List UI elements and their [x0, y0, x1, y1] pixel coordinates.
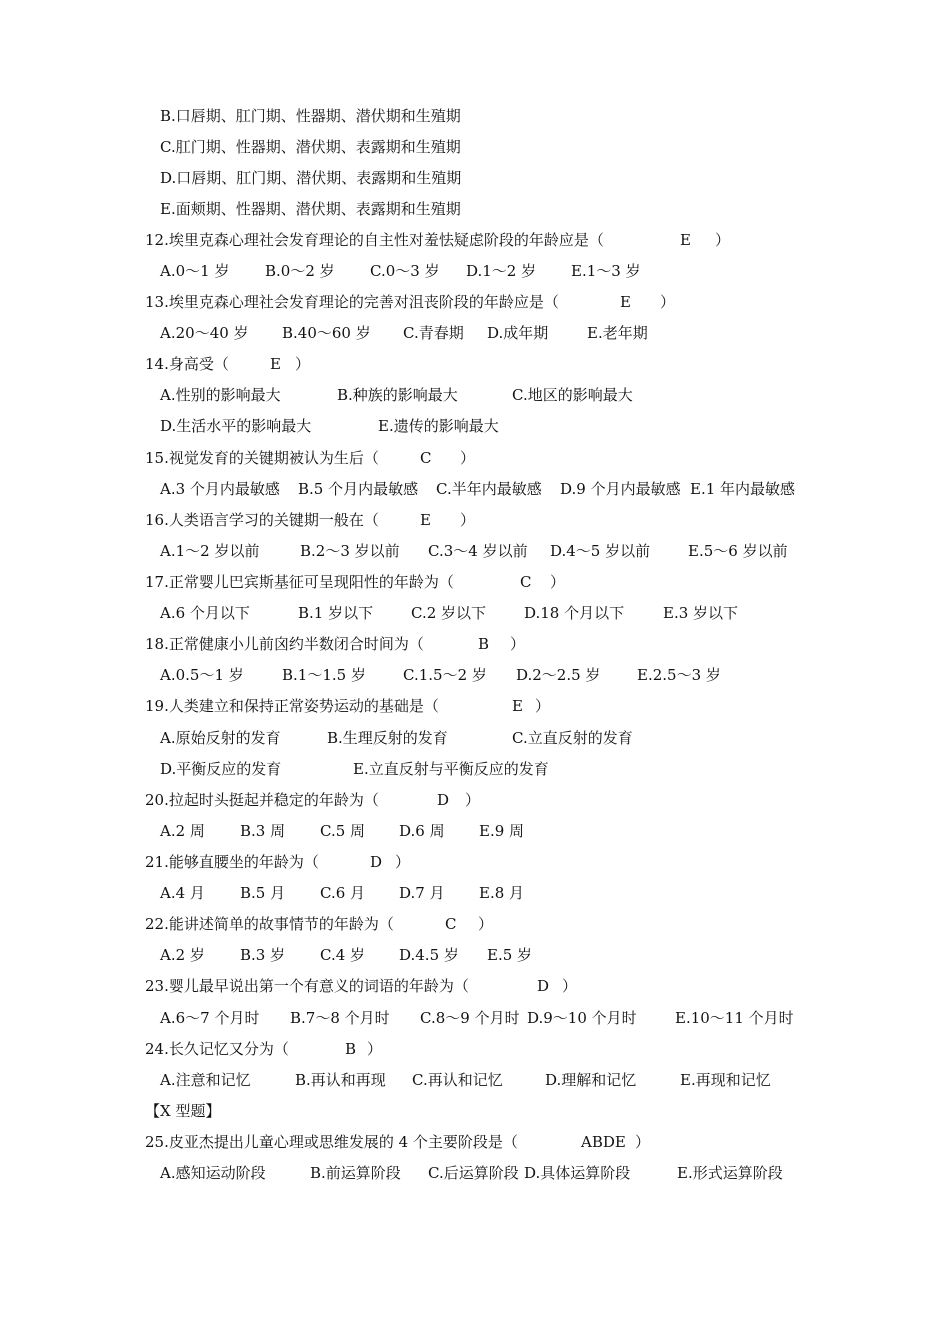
answer-close: ）	[635, 1133, 651, 1151]
question-25	[145, 1130, 651, 1154]
option-c: C.0～3 岁	[370, 262, 440, 280]
option-b: B.0～2 岁	[265, 262, 335, 280]
option-b: B.1 岁以下	[298, 604, 374, 622]
answer: ABDE	[581, 1133, 626, 1151]
option-c: C.青春期	[403, 324, 464, 342]
option-c: C.5 周	[320, 822, 366, 840]
answer-close: ）	[535, 697, 551, 715]
question-stem: 18.正常健康小儿前囟约半数闭合时间为（	[145, 635, 424, 653]
q24-options	[160, 1068, 771, 1092]
option-a: A.0.5～1 岁	[160, 666, 244, 684]
answer: E	[680, 231, 691, 249]
answer: D	[537, 977, 550, 995]
question-13	[145, 290, 676, 314]
option-d: D.理解和记忆	[545, 1071, 637, 1089]
q17-options	[160, 601, 739, 625]
option-d: D.具体运算阶段	[524, 1164, 631, 1182]
option-d: D.生活水平的影响最大	[160, 417, 312, 435]
q11-option-e: E.面颊期、性器期、潜伏期、表露期和生殖期	[160, 200, 461, 218]
answer-close: ）	[715, 231, 731, 249]
option-e: E.1～3 岁	[571, 262, 641, 280]
option-c: C.半年内最敏感	[436, 480, 542, 498]
answer: D	[437, 791, 450, 809]
option-d: D.4～5 岁以前	[550, 542, 651, 560]
option-a: A.20～40 岁	[160, 324, 249, 342]
q25-options	[160, 1161, 783, 1185]
option-c: C.2 岁以下	[411, 604, 487, 622]
q12-options	[160, 259, 641, 283]
option-b: B.3 岁	[240, 946, 286, 964]
option-b: B.5 月	[240, 884, 286, 902]
q19-options-row2	[160, 757, 549, 781]
q11-option-c: C.肛门期、性器期、潜伏期、表露期和生殖期	[160, 138, 461, 156]
option-b: B.前运算阶段	[310, 1164, 401, 1182]
option-a: A.0～1 岁	[160, 262, 230, 280]
option-a: A.3 个月内最敏感	[160, 480, 280, 498]
answer: C	[445, 915, 457, 933]
option-a: A.原始反射的发育	[160, 729, 281, 747]
option-d: D.9～10 个月时	[527, 1009, 637, 1027]
answer-close: ）	[562, 977, 578, 995]
option-e: E.2.5～3 岁	[637, 666, 721, 684]
option-a: A.1～2 岁以前	[160, 542, 260, 560]
q14-options-row2	[160, 414, 499, 438]
q16-options	[160, 539, 788, 563]
q19-options-row1	[160, 726, 633, 750]
question-stem: 14.身高受（	[145, 355, 229, 373]
option-b: B.种族的影响最大	[337, 386, 458, 404]
option-b: B.7～8 个月时	[290, 1009, 390, 1027]
q11-option-d: D.口唇期、肛门期、潜伏期、表露期和生殖期	[160, 169, 462, 187]
answer-close: ）	[460, 511, 476, 529]
question-stem: 22.能讲述简单的故事情节的年龄为（	[145, 915, 394, 933]
option-c: C.地区的影响最大	[512, 386, 633, 404]
option-d: D.2～2.5 岁	[516, 666, 601, 684]
answer: B	[478, 635, 490, 653]
q22-options	[160, 943, 533, 967]
question-stem: 12.埃里克森心理社会发育理论的自主性对羞怯疑虑阶段的年龄应是（	[145, 231, 604, 249]
answer: E	[620, 293, 631, 311]
option-e: E.5 岁	[487, 946, 533, 964]
question-22	[145, 912, 494, 936]
option-e: E.9 周	[479, 822, 525, 840]
option-b: B.1～1.5 岁	[282, 666, 366, 684]
question-stem: 25.皮亚杰提出儿童心理或思维发展的 4 个主要阶段是（	[145, 1133, 518, 1151]
option-e: E.5～6 岁以前	[688, 542, 788, 560]
question-15	[145, 446, 476, 470]
answer-close: ）	[295, 355, 311, 373]
q13-options	[160, 321, 648, 345]
option-b: B.3 周	[240, 822, 286, 840]
section-header-x-type: 【X 型题】	[145, 1102, 221, 1120]
question-stem: 16.人类语言学习的关键期一般在（	[145, 511, 379, 529]
question-18	[145, 632, 526, 656]
question-23	[145, 974, 578, 998]
option-d: D.18 个月以下	[524, 604, 625, 622]
answer: E	[270, 355, 281, 373]
answer: B	[345, 1040, 357, 1058]
question-16	[145, 508, 476, 532]
option-d: D.成年期	[487, 324, 549, 342]
question-stem: 13.埃里克森心理社会发育理论的完善对沮丧阶段的年龄应是（	[145, 293, 559, 311]
option-e: E.10～11 个月时	[675, 1009, 794, 1027]
option-b: B.生理反射的发育	[327, 729, 448, 747]
option-c: C.后运算阶段	[428, 1164, 519, 1182]
option-e: E.再现和记忆	[680, 1071, 771, 1089]
option-a: A.感知运动阶段	[160, 1164, 266, 1182]
option-e: E.3 岁以下	[663, 604, 739, 622]
option-d: D.7 月	[399, 884, 445, 902]
option-e: E.形式运算阶段	[677, 1164, 783, 1182]
option-d: D.平衡反应的发育	[160, 760, 282, 778]
option-a: A.注意和记忆	[160, 1071, 251, 1089]
answer-close: ）	[395, 853, 411, 871]
option-c: C.6 月	[320, 884, 366, 902]
option-a: A.6～7 个月时	[160, 1009, 260, 1027]
option-a: A.6 个月以下	[160, 604, 250, 622]
question-20	[145, 788, 481, 812]
question-stem: 23.婴儿最早说出第一个有意义的词语的年龄为（	[145, 977, 469, 995]
answer-close: ）	[367, 1040, 383, 1058]
question-stem: 17.正常婴儿巴宾斯基征可呈现阳性的年龄为（	[145, 573, 454, 591]
question-stem: 24.长久记忆又分为（	[145, 1040, 289, 1058]
question-17	[145, 570, 566, 594]
q18-options	[160, 663, 721, 687]
question-stem: 15.视觉发育的关键期被认为生后（	[145, 449, 379, 467]
option-c: C.立直反射的发育	[512, 729, 633, 747]
question-stem: 21.能够直腰坐的年龄为（	[145, 853, 319, 871]
q15-options	[160, 477, 796, 501]
q14-options-row1	[160, 383, 633, 407]
option-c: C.再认和记忆	[412, 1071, 503, 1089]
option-b: B.5 个月内最敏感	[298, 480, 419, 498]
option-c: C.3～4 岁以前	[428, 542, 528, 560]
answer-close: ）	[550, 573, 566, 591]
option-a: A.2 岁	[160, 946, 205, 964]
option-a: A.性别的影响最大	[160, 386, 281, 404]
option-b: B.2～3 岁以前	[300, 542, 400, 560]
answer: C	[520, 573, 532, 591]
answer-close: ）	[465, 791, 481, 809]
option-e: E.老年期	[587, 324, 648, 342]
option-a: A.2 周	[160, 822, 205, 840]
answer: C	[420, 449, 432, 467]
answer: E	[420, 511, 431, 529]
option-e: E.遗传的影响最大	[378, 417, 499, 435]
question-stem: 20.拉起时头挺起并稳定的年龄为（	[145, 791, 379, 809]
answer-close: ）	[478, 915, 494, 933]
question-21	[145, 850, 411, 874]
question-14	[145, 352, 311, 376]
answer-close: ）	[510, 635, 526, 653]
option-c: C.8～9 个月时	[420, 1009, 520, 1027]
answer: D	[370, 853, 383, 871]
option-d: D.1～2 岁	[466, 262, 537, 280]
q21-options	[160, 881, 525, 905]
option-a: A.4 月	[160, 884, 205, 902]
answer: E	[512, 697, 523, 715]
option-d: D.4.5 岁	[399, 946, 459, 964]
answer-close: ）	[460, 449, 476, 467]
option-c: C.4 岁	[320, 946, 366, 964]
option-d: D.9 个月内最敏感	[560, 480, 681, 498]
option-d: D.6 周	[399, 822, 445, 840]
option-b: B.40～60 岁	[282, 324, 371, 342]
q11-option-b: B.口唇期、肛门期、性器期、潜伏期和生殖期	[160, 107, 461, 125]
answer-close: ）	[660, 293, 676, 311]
option-b: B.再认和再现	[295, 1071, 386, 1089]
question-12	[145, 228, 731, 252]
option-e: E.1 年内最敏感	[690, 480, 796, 498]
q20-options	[160, 819, 525, 843]
q23-options	[160, 1006, 794, 1030]
option-e: E.立直反射与平衡反应的发育	[353, 760, 549, 778]
option-c: C.1.5～2 岁	[403, 666, 487, 684]
question-19	[145, 694, 551, 718]
question-stem: 19.人类建立和保持正常姿势运动的基础是（	[145, 697, 439, 715]
option-e: E.8 月	[479, 884, 525, 902]
question-24	[145, 1037, 383, 1061]
